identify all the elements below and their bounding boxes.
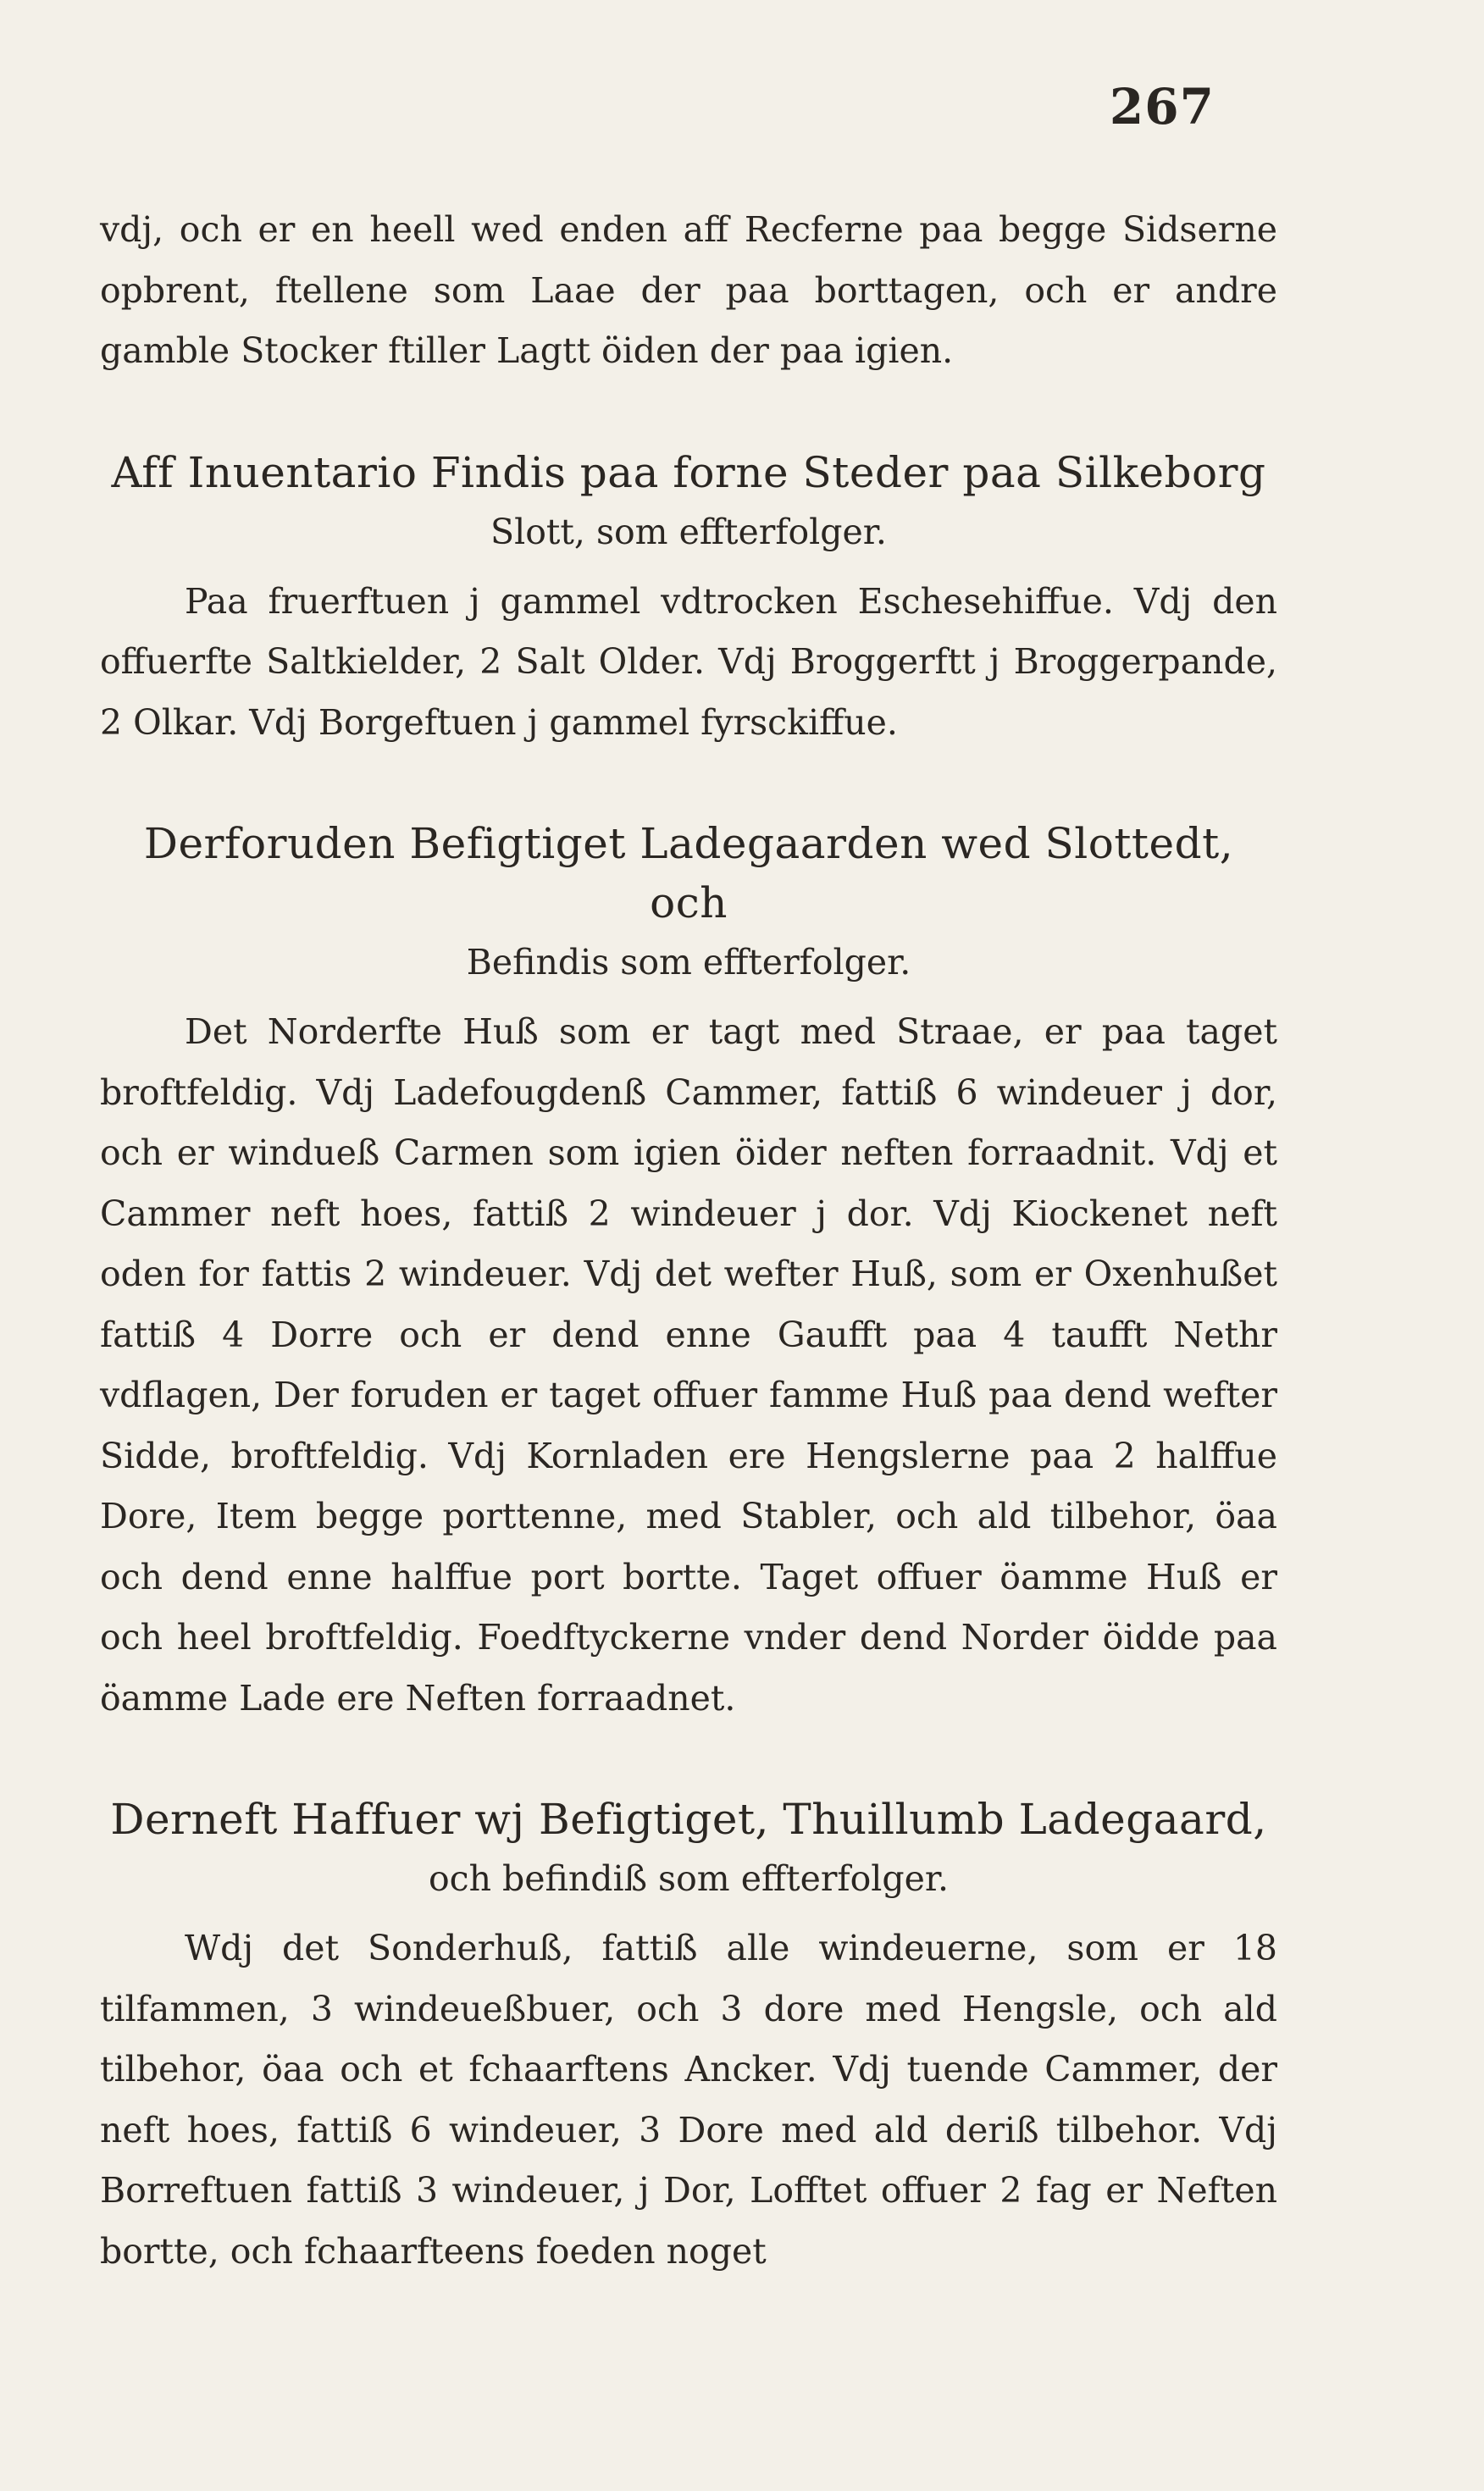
section-paragraph-ladegaarden: Det Norderfte Huß som er tagt med Straae, er paa taget broftfeldig. Vdj Ladefougdenß Cammer, fattiß 6 windeuer j dor, och er windueß Carmen som igien öider neften forraadnit. Vdj et Cammer neft hoes, fattiß 2 windeuer j dor. Vdj Kiockenet neft oden for fattis 2 windeuer. Vdj det wefter Huß, som er Oxenhußet fattiß 4 Dorre och er dend enne Gaufft paa 4 taufft Nethr vdflagen, Der foruden er taget offuer famme Huß paa dend wefter Sidde, broftfeldig. Vdj Kornladen ere Hengslerne paa 2 halffue Dore, Item begge porttenne, med Stabler, och ald tilbehor, öaa och dend enne halffue port bortte. Taget offuer öamme Huß er och heel broftfeldig. Foedftyckerne vnder dend Norder öidde paa öamme Lade ere Neften forraadnet. xyxy=(100,1011,1277,1719)
section-heading-ladegaarden: Derforuden Befigtiget Ladegaarden wed Slottedt, och xyxy=(143,819,1234,927)
section-heading-thuillumb: Derneft Haffuer wj Befigtiget, Thuillumb Ladegaard, xyxy=(110,1795,1267,1844)
section-inventory xyxy=(100,443,1277,754)
section-subheading-thuillumb: och befindiß som effterfolger. xyxy=(428,1858,950,1899)
section-heading-inventory: Aff Inuentario Findis paa forne Steder paa Silkeborg xyxy=(111,447,1266,497)
section-paragraph-thuillumb: Wdj det Sonderhuß, fattiß alle windeuerne, som er 18 tilfammen, 3 windeueßbuer, och 3 dore med Hengsle, och ald tilbehor, öaa och et fchaarftens Ancker. Vdj tuende Cammer, der neft hoes, fattiß 6 windeuer, 3 Dore med ald deriß tilbehor. Vdj Borreftuen fattiß 3 windeuer, j Dor, Lofftet offuer 2 fag er Neften bortte, och fchaarfteens foeden noget xyxy=(100,1928,1277,2272)
page-number: 267 xyxy=(1109,78,1215,136)
section-thuillumb xyxy=(100,1790,1277,2282)
section-subheading-ladegaarden: Befindis som effterfolger. xyxy=(466,942,911,983)
section-subheading-inventory: Slott, som effterfolger. xyxy=(490,511,887,552)
section-paragraph-inventory: Paa fruerftuen j gammel vdtrocken Eschesehiffue. Vdj den offuerfte Saltkielder, 2 Salt Older. Vdj Broggerftt j Broggerpande, 2 Olkar. Vdj Borgeftuen j gammel fyrsckiffue. xyxy=(100,580,1277,743)
page-body xyxy=(100,200,1277,2282)
section-ladegaarden xyxy=(100,814,1277,1729)
intro-paragraph: vdj, och er en heell wed enden aff Recferne paa begge Sidserne opbrent, ftellene som Laae der paa borttagen, och er andre gamble Stocker ftiller Lagtt öiden der paa igien. xyxy=(100,209,1277,371)
